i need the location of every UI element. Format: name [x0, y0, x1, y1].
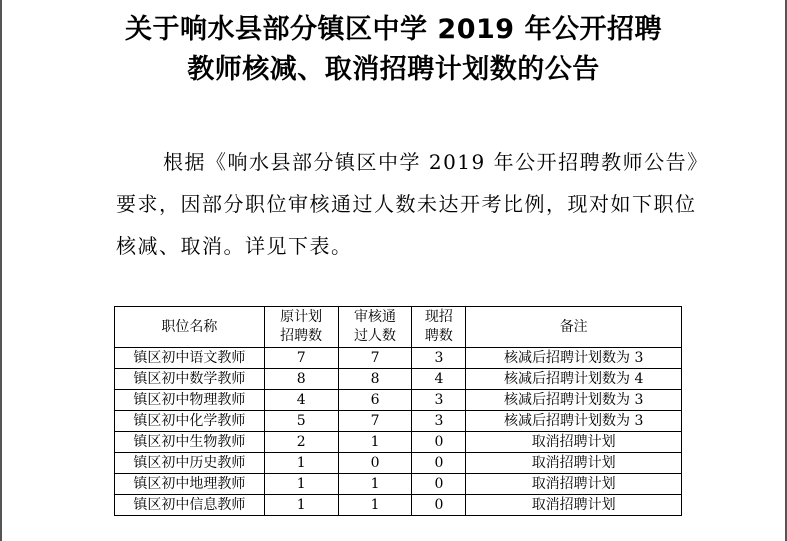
table-row: [115, 432, 682, 453]
cell-current: 0: [412, 453, 466, 474]
body-text-line-1: 根据《响水县部分镇区中学 2019 年公开招聘教师公告》: [163, 150, 709, 174]
header-approved-count: 审核通 过人数: [338, 307, 412, 348]
body-text-line-2: 要求，因部分职位审核通过人数未达开考比例，现对如下职位: [116, 192, 697, 216]
table-row: [115, 474, 682, 495]
cell-position: 镇区初中生物教师: [115, 432, 265, 453]
cell-original: 1: [264, 474, 338, 495]
table-header-row: [115, 307, 682, 348]
cell-original: 4: [264, 390, 338, 411]
cell-approved: 1: [338, 474, 412, 495]
cell-note: 取消招聘计划: [466, 432, 682, 453]
cell-current: 3: [412, 390, 466, 411]
cell-current: 0: [412, 474, 466, 495]
cell-original: 1: [264, 453, 338, 474]
cell-approved: 8: [338, 369, 412, 390]
header-position-name: 职位名称: [115, 307, 265, 348]
cell-original: 2: [264, 432, 338, 453]
cell-current: 3: [412, 348, 466, 369]
cell-approved: 6: [338, 390, 412, 411]
cell-approved: 1: [338, 495, 412, 516]
cell-approved: 1: [338, 432, 412, 453]
cell-approved: 7: [338, 411, 412, 432]
header-current-plan: 现招 聘数: [412, 307, 466, 348]
cell-note: 取消招聘计划: [466, 474, 682, 495]
cell-original: 1: [264, 495, 338, 516]
table-row: [115, 495, 682, 516]
header-note: 备注: [466, 307, 682, 348]
cell-note: 核减后招聘计划数为 3: [466, 411, 682, 432]
cell-position: 镇区初中信息教师: [115, 495, 265, 516]
cell-note: 核减后招聘计划数为 4: [466, 369, 682, 390]
cell-note: 取消招聘计划: [466, 453, 682, 474]
cell-note: 核减后招聘计划数为 3: [466, 390, 682, 411]
cell-original: 5: [264, 411, 338, 432]
table-row: [115, 411, 682, 432]
table-row: [115, 348, 682, 369]
document-title-line-2: 教师核减、取消招聘计划数的公告: [187, 54, 600, 85]
cell-note: 取消招聘计划: [466, 495, 682, 516]
cell-original: 7: [264, 348, 338, 369]
table-row: [115, 390, 682, 411]
body-text-line-3: 核减、取消。详见下表。: [116, 234, 353, 258]
cell-position: 镇区初中数学教师: [115, 369, 265, 390]
cell-current: 0: [412, 432, 466, 453]
cell-original: 8: [264, 369, 338, 390]
cell-position: 镇区初中语文教师: [115, 348, 265, 369]
cell-current: 0: [412, 495, 466, 516]
table-row: [115, 453, 682, 474]
cell-approved: 7: [338, 348, 412, 369]
cell-position: 镇区初中物理教师: [115, 390, 265, 411]
header-original-plan: 原计划 招聘数: [264, 307, 338, 348]
recruitment-plan-table: [114, 306, 682, 516]
cell-position: 镇区初中地理教师: [115, 474, 265, 495]
document-title-line-1: 关于响水县部分镇区中学 2019 年公开招聘: [125, 14, 662, 45]
cell-current: 4: [412, 369, 466, 390]
cell-approved: 0: [338, 453, 412, 474]
table-row: [115, 369, 682, 390]
cell-position: 镇区初中化学教师: [115, 411, 265, 432]
cell-note: 核减后招聘计划数为 3: [466, 348, 682, 369]
cell-position: 镇区初中历史教师: [115, 453, 265, 474]
cell-current: 3: [412, 411, 466, 432]
